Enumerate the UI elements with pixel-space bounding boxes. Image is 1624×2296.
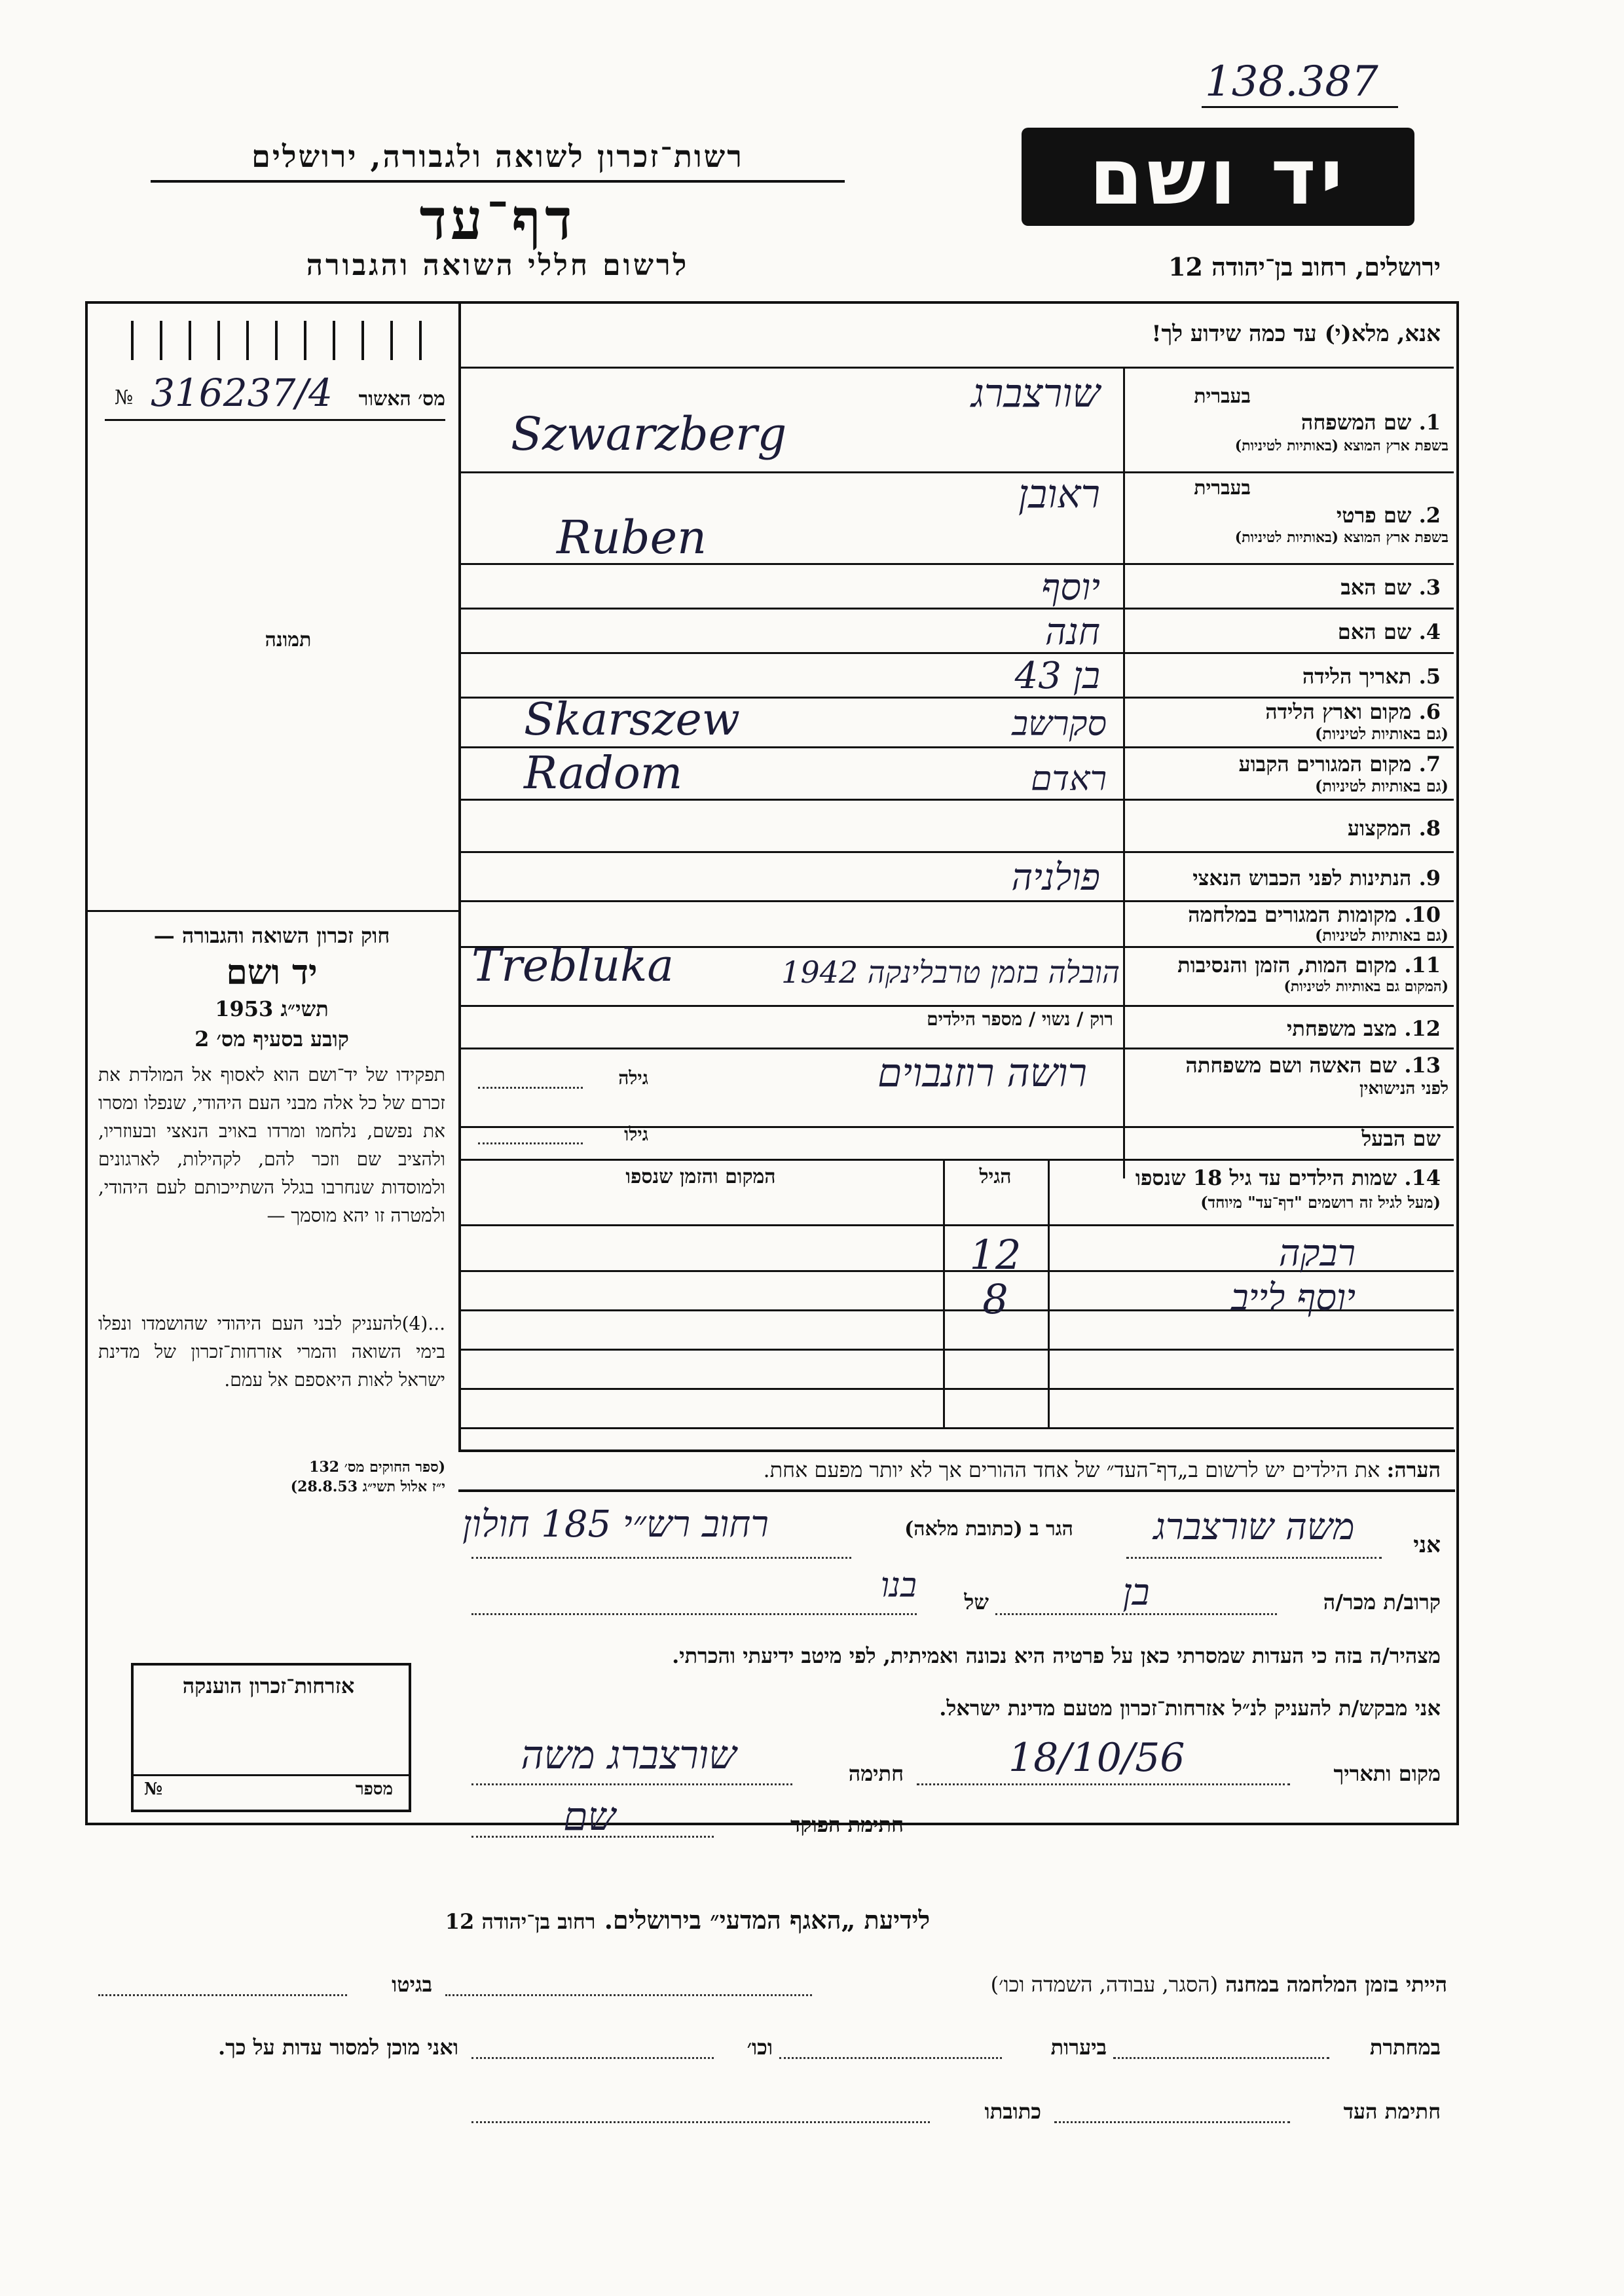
row-line — [461, 1005, 1454, 1007]
note-label: הערה: — [1386, 1457, 1441, 1482]
declarant-name-line — [1126, 1557, 1382, 1559]
header-address: ירושלים, רחוב בן־יהודה 12 — [1168, 252, 1441, 282]
residence-hebrew: ראדם — [1030, 759, 1107, 799]
declarant-name: משה שורצברג — [1153, 1506, 1355, 1548]
child-2-age: 8 — [982, 1275, 1008, 1323]
child-2-name: יוסף לייב — [1230, 1277, 1356, 1319]
declarant-address-line — [471, 1557, 851, 1559]
relative-label: קרוב/ת מכר/ה — [1323, 1590, 1441, 1614]
field-1-label — [1133, 410, 1441, 435]
citizenship-box-title: אזרחות־זכרון הוענקה — [182, 1673, 355, 1698]
officer-signature: שם — [563, 1794, 616, 1840]
declarant-ani: אני — [1413, 1532, 1441, 1558]
officer-signature-label: חתימת הפוקד — [790, 1812, 904, 1837]
row-line — [461, 367, 1454, 369]
birth-place-latin: Skarszew — [524, 694, 741, 746]
row-line — [461, 1048, 1454, 1049]
law-year — [98, 996, 445, 1021]
children-col-place: המקום והזמן שנספו — [625, 1165, 776, 1188]
field-13-name: שם האשה ושם משפחתה — [1185, 1053, 1397, 1078]
field-7-note: (גם באותיות לטיניות) — [1314, 776, 1449, 795]
law-item-4: ...(4)להעניק לבני העם היהודי שהושמדו ונפלו בימי השואה והמרי אזרחות־זכרון של מדינת ישראל לאות היאספם אל עמם. — [98, 1313, 445, 1391]
field-2-label — [1133, 503, 1441, 528]
bottom-heading-a: לידיעת „האגף המדעי״ בירושלים. — [604, 1905, 931, 1935]
yad-vashem-logo — [1022, 128, 1414, 226]
bottom-heading-b: רחוב בן־יהודה 12 — [445, 1909, 596, 1934]
field-2-hebrew-tag: בעברית — [1194, 477, 1251, 500]
field-13-num: 13. — [1404, 1053, 1441, 1078]
of-value: בנו — [880, 1566, 917, 1605]
children-col-divider-a — [1048, 1159, 1050, 1427]
field-12-num: 12. — [1404, 1016, 1441, 1041]
field-9-name: הנתינות לפני הכבוש הנאצי — [1192, 866, 1412, 890]
field-14-name: שמות הילדים עד גיל 18 שנספו — [1135, 1165, 1397, 1190]
note-bottom-line — [458, 1489, 1455, 1492]
children-row-line — [461, 1224, 1454, 1226]
field-7-num: 7. — [1418, 752, 1441, 776]
field-7-label — [1133, 752, 1441, 776]
field-12-label — [1133, 1016, 1441, 1041]
wife-age-line — [478, 1087, 583, 1089]
field-6-label — [1133, 699, 1441, 724]
field-2-note: בשפת ארץ המוצא (באותיות לטיניות) — [1234, 529, 1449, 546]
field-6-name: מקום וארץ הלידה — [1265, 699, 1412, 724]
field-9-label — [1133, 866, 1441, 890]
first-name-latin: Ruben — [557, 511, 707, 564]
place-date-value: 18/10/56 — [1008, 1735, 1185, 1781]
field-1-hebrew-tag: בעברית — [1194, 385, 1251, 408]
bottom-witness-sig-label: חתימת העד — [1343, 2099, 1441, 2124]
field-10-name: מקומות המגורים במלחמה — [1188, 902, 1397, 927]
declarant-residing: הגר ב (כתובת מלאה) — [904, 1518, 1073, 1540]
field-5-label — [1133, 664, 1441, 689]
field-14-label — [1054, 1165, 1441, 1190]
children-row-line — [461, 1349, 1454, 1351]
field-10-label — [1133, 902, 1441, 927]
field-3-label — [1133, 575, 1441, 600]
photo-label: תמונה — [265, 629, 312, 651]
nationality: פולניה — [1011, 856, 1100, 899]
field-7-name: מקום המגורים הקבוע — [1238, 752, 1412, 776]
family-name-hebrew: שורצברג — [971, 371, 1100, 416]
authority-underline — [151, 180, 845, 183]
father-name: יוסף — [1041, 566, 1100, 609]
field-1-name: שם המשפחה — [1301, 410, 1412, 435]
residence-latin: Radom — [524, 748, 683, 799]
wife-name: רושה רוזנבוים — [877, 1050, 1087, 1096]
law-body: תפקידו של יד־ושם הוא לאסוף אל המולדת את זכרם של כל אלה מבני העם היהודי, שנפלו ומסרו את נפשם, נלחמו ומרדו באויב הנאצי ובעוזריו, ולהציב שם וזכר להם, לקהילות, לארגונים ולמוסדות שנחרבו בגלל השתייכותם לעם היהודי, ולמטרה זו יהא מוסמך — — [98, 1064, 445, 1226]
citizenship-number-label: מספר — [355, 1779, 393, 1799]
field-2-num: 2. — [1418, 503, 1441, 528]
citizenship-no-symbol: № — [144, 1779, 163, 1799]
field-1-note: בשפת ארץ המוצא (באותיות לטיניות) — [1234, 437, 1449, 454]
row-line — [461, 1159, 1454, 1161]
law-name: יד ושם — [226, 953, 318, 993]
field-3-name: שם האב — [1340, 575, 1412, 600]
law-clause: קובע בסעיף מס׳ 2 — [194, 1027, 349, 1051]
field-6-num: 6. — [1418, 699, 1441, 724]
form-subtitle: לרשום חללי השואה והגבורה — [306, 249, 690, 282]
children-col-age: הגיל — [979, 1165, 1012, 1188]
row-line — [461, 851, 1454, 853]
field-4-name: שם האם — [1337, 619, 1412, 644]
bottom-etc-line — [471, 2057, 714, 2059]
law-source-b: י״ז אלול תשי״ג 28.8.53) — [290, 1478, 445, 1495]
children-row-line — [461, 1388, 1454, 1390]
field-13-label — [1133, 1053, 1441, 1078]
archive-number: 138.387 — [1205, 58, 1378, 106]
column-divider — [458, 304, 461, 1451]
field-11-note: (המקום גם באותיות לטיניות) — [1283, 978, 1449, 995]
law-year-number: 1953 — [215, 996, 274, 1021]
citizenship-box-line — [131, 1774, 409, 1776]
confirmation-label: מס׳ האשור — [358, 388, 445, 410]
place-date-line — [917, 1783, 1290, 1785]
field-8-name: המקצוע — [1347, 816, 1412, 841]
field-10-num: 10. — [1404, 902, 1441, 927]
of-label: של — [964, 1590, 989, 1614]
family-name-latin: Szwarzberg — [511, 407, 787, 461]
field-4-num: 4. — [1418, 619, 1441, 644]
field-6-note: (גם באותיות לטיניות) — [1314, 724, 1449, 743]
birth-date: בן 43 — [1014, 655, 1100, 697]
bottom-witness-sig-line — [1054, 2121, 1290, 2123]
field-14-note: (מעל לגיל זה רושמים "דף־עד" מיוחד) — [1200, 1193, 1441, 1212]
place-date-label: מקום ותאריך — [1333, 1761, 1441, 1786]
declarant-statement: מצהיר/ה בזה כי העדות שמסרתי כאן על פרטיה היא נכונה ואמיתית, לפי מיטב ידיעתי והכרתי. — [672, 1643, 1441, 1668]
bottom-testimony: ואני מוכן למסור עדות על כך. — [217, 2035, 458, 2060]
first-name-hebrew: ראובן — [1018, 471, 1100, 517]
death-circumstances: הובלה בזמן טרבלינקה 1942 — [781, 955, 1120, 990]
husband-age-line — [478, 1142, 583, 1144]
bottom-underground-label: במחתרת — [1369, 2035, 1441, 2060]
of-line — [471, 1613, 917, 1615]
bottom-camp-line — [445, 1994, 812, 1996]
law-year-hebrew: תשי״ג — [280, 996, 329, 1021]
field-14-num: 14. — [1404, 1165, 1441, 1190]
field-8-num: 8. — [1418, 816, 1441, 841]
bottom-forests-label: ביערות — [1050, 2035, 1107, 2060]
signature-label: חתימה — [848, 1761, 904, 1786]
field-2-name: שם פרטי — [1336, 503, 1412, 528]
child-1-age: 12 — [969, 1231, 1022, 1279]
death-place-latin: Trebluka — [471, 940, 674, 992]
form-title: דף־עד — [419, 187, 576, 253]
note-text: את הילדים יש לרשום ב„דף־העד״ של אחד ההורים אך לא יותר מפעם אחת. — [763, 1457, 1380, 1482]
field-10-note: (גם באותיות לטיניות) — [1314, 926, 1449, 945]
bottom-heading — [196, 1905, 1179, 1935]
children-col-divider-b — [943, 1159, 945, 1427]
field-11-label — [1133, 953, 1441, 977]
children-row-line — [461, 1427, 1454, 1429]
bottom-camp-types: (הסגר, עבודה, השמדה וכו׳) — [990, 1972, 1219, 1997]
confirmation-no-symbol: № — [115, 386, 134, 409]
husband-age-label: גילו — [624, 1123, 648, 1145]
field-12-name: מצב משפחתי — [1287, 1016, 1397, 1041]
husband-label: שם הבעל — [1361, 1126, 1441, 1151]
bottom-forests-line — [779, 2057, 1002, 2059]
confirmation-number: 316237/4 — [151, 371, 333, 415]
field-11-name: מקום המות, הזמן והנסיבות — [1177, 953, 1397, 977]
intro-text: אנא, מלא(י) עד כמה שידוע לך! — [1151, 321, 1441, 347]
declarant-address: רחוב רש״י 185 חולון — [462, 1503, 769, 1546]
bottom-ghetto-label: בגיטו — [392, 1972, 432, 1997]
field-5-num: 5. — [1418, 664, 1441, 689]
field-8-label — [1133, 816, 1441, 841]
archive-number-underline — [1202, 106, 1398, 108]
law-title: חוק זכרון השואה והגבורה — — [153, 923, 390, 948]
bottom-line-1-camp — [819, 1972, 1447, 1997]
bottom-ghetto-line — [98, 1994, 347, 1996]
birth-place-hebrew: סקרשב — [1012, 704, 1107, 744]
law-source-a: (ספר החוקים מס׳ 132 — [309, 1459, 445, 1476]
logo-text: יד ושם — [1089, 132, 1347, 222]
label-column-divider — [1123, 367, 1125, 1178]
wife-age-label: גילה — [618, 1067, 648, 1089]
bottom-etc-label: וכו׳ — [747, 2035, 773, 2060]
relation-value: בן — [1122, 1571, 1150, 1614]
bottom-address-line — [471, 2121, 930, 2123]
bottom-underground-line — [1113, 2057, 1329, 2059]
marital-status-options: רוק / נשוי / מספר הילדים — [927, 1008, 1113, 1030]
field-13-note: לפני הנישואין — [1359, 1079, 1449, 1099]
child-1-name: רבקה — [1278, 1232, 1356, 1275]
signature-value: שורצברג משה — [521, 1732, 737, 1778]
note-row — [465, 1457, 1441, 1482]
declarant-request: אני מבקש/ת להעניק לנ״ל אזרחות־זכרון מטעם מדינת ישראל. — [939, 1696, 1441, 1721]
law-box-top — [88, 910, 458, 912]
field-9-num: 9. — [1418, 866, 1441, 890]
field-4-label — [1133, 619, 1441, 644]
field-11-num: 11. — [1404, 953, 1441, 977]
field-1-num: 1. — [1418, 410, 1441, 435]
note-top-line — [458, 1449, 1455, 1452]
authority-name: רשות־זכרון לשואה ולגבורה, ירושלים — [251, 139, 744, 174]
field-3-num: 3. — [1418, 575, 1441, 600]
mother-name: חנה — [1044, 611, 1100, 653]
confirmation-ticks — [131, 321, 439, 360]
bottom-camp-label: הייתי בזמן המלחמה במחנה — [1225, 1972, 1447, 1997]
bottom-address-label: כתובתו — [984, 2099, 1041, 2124]
signature-line — [471, 1783, 792, 1785]
field-5-name: תאריך הלידה — [1302, 664, 1412, 689]
